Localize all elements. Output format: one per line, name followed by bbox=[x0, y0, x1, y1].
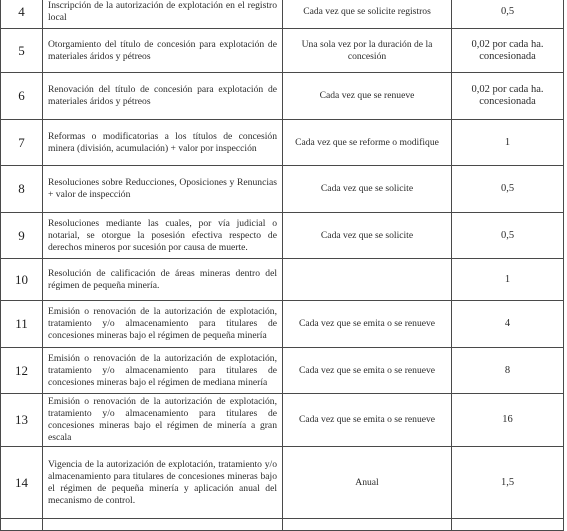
row-description: Vigencia de la autorización de explotación, tratamiento y/o almacenamiento para titulares de concesiones mineras bajo el régimen de pequeña minería y aplicación anual del mecanismo de control. bbox=[43, 447, 283, 519]
row-frequency: Cada vez que se emita o se renueve bbox=[283, 394, 452, 447]
table-row bbox=[1, 394, 564, 447]
row-value: 16 bbox=[452, 394, 564, 447]
row-description: Emisión o renovación de la autorización de explotación, tratamiento y/o almacenamiento para titulares de concesiones mineras bajo el régimen de minería a gran escala bbox=[43, 394, 283, 447]
row-number: 8 bbox=[1, 166, 43, 213]
row-number: 5 bbox=[1, 29, 43, 73]
row-value: 4 bbox=[452, 301, 564, 348]
row-description: Inscripción de la autorización de explotación en el registro local bbox=[43, 0, 283, 29]
row-number: 10 bbox=[1, 259, 43, 301]
row-frequency: Cada vez que se solicite bbox=[283, 166, 452, 213]
row-number: 11 bbox=[1, 301, 43, 348]
row-frequency: Cada vez que se solicite registros bbox=[283, 0, 452, 29]
table-row bbox=[1, 213, 564, 259]
empty-cell bbox=[283, 519, 452, 531]
table-row bbox=[1, 120, 564, 166]
table-row bbox=[1, 29, 564, 73]
row-frequency: Cada vez que se solicite bbox=[283, 213, 452, 259]
row-value: 0,02 por cada ha. concesionada bbox=[452, 29, 564, 73]
table-row bbox=[1, 447, 564, 519]
row-value: 1 bbox=[452, 259, 564, 301]
table-row-partial bbox=[1, 519, 564, 531]
row-number: 14 bbox=[1, 447, 43, 519]
row-number: 4 bbox=[1, 0, 43, 29]
row-number: 9 bbox=[1, 213, 43, 259]
empty-cell bbox=[1, 519, 43, 531]
row-frequency bbox=[283, 259, 452, 301]
row-value: 8 bbox=[452, 348, 564, 394]
row-number: 7 bbox=[1, 120, 43, 166]
row-frequency: Cada vez que se emita o se renueve bbox=[283, 348, 452, 394]
row-frequency: Cada vez que se emita o se renueve bbox=[283, 301, 452, 348]
row-description: Reformas o modificatorias a los títulos de concesión minera (división, acumulación) + valor por inspección bbox=[43, 120, 283, 166]
row-description: Resoluciones mediante las cuales, por vía judicial o notarial, se otorgue la posesión efectiva respecto de derechos mineros por sucesión por causa de muerte. bbox=[43, 213, 283, 259]
row-value: 1,5 bbox=[452, 447, 564, 519]
row-frequency: Una sola vez por la duración de la concesión bbox=[283, 29, 452, 73]
row-frequency: Cada vez que se renueve bbox=[283, 73, 452, 120]
row-value: 1 bbox=[452, 120, 564, 166]
row-value: 0,02 por cada ha. concesionada bbox=[452, 73, 564, 120]
row-description: Otorgamiento del título de concesión para explotación de materiales áridos y pétreos bbox=[43, 29, 283, 73]
table-row bbox=[1, 259, 564, 301]
row-frequency: Anual bbox=[283, 447, 452, 519]
table-row bbox=[1, 166, 564, 213]
row-description: Resolución de calificación de áreas mineras dentro del régimen de pequeña minería. bbox=[43, 259, 283, 301]
row-number: 6 bbox=[1, 73, 43, 120]
table-row bbox=[1, 348, 564, 394]
row-frequency: Cada vez que se reforme o modifique bbox=[283, 120, 452, 166]
table-row bbox=[1, 301, 564, 348]
empty-cell bbox=[452, 519, 564, 531]
row-value: 0,5 bbox=[452, 166, 564, 213]
row-value: 0,5 bbox=[452, 0, 564, 29]
row-description: Renovación del título de concesión para explotación de materiales áridos y pétreos bbox=[43, 73, 283, 120]
empty-cell bbox=[43, 519, 283, 531]
row-number: 13 bbox=[1, 394, 43, 447]
row-number: 12 bbox=[1, 348, 43, 394]
row-description: Emisión o renovación de la autorización de explotación, tratamiento y/o almacenamiento para titulares de concesiones mineras bajo el régimen de pequeña minería bbox=[43, 301, 283, 348]
table-row bbox=[1, 73, 564, 120]
row-value: 0,5 bbox=[452, 213, 564, 259]
row-description: Resoluciones sobre Reducciones, Oposiciones y Renuncias + valor de inspección bbox=[43, 166, 283, 213]
table-row bbox=[1, 0, 564, 29]
row-description: Emisión o renovación de la autorización de explotación, tratamiento y/o almacenamiento para titulares de concesiones mineras bajo el régimen de mediana minería bbox=[43, 348, 283, 394]
